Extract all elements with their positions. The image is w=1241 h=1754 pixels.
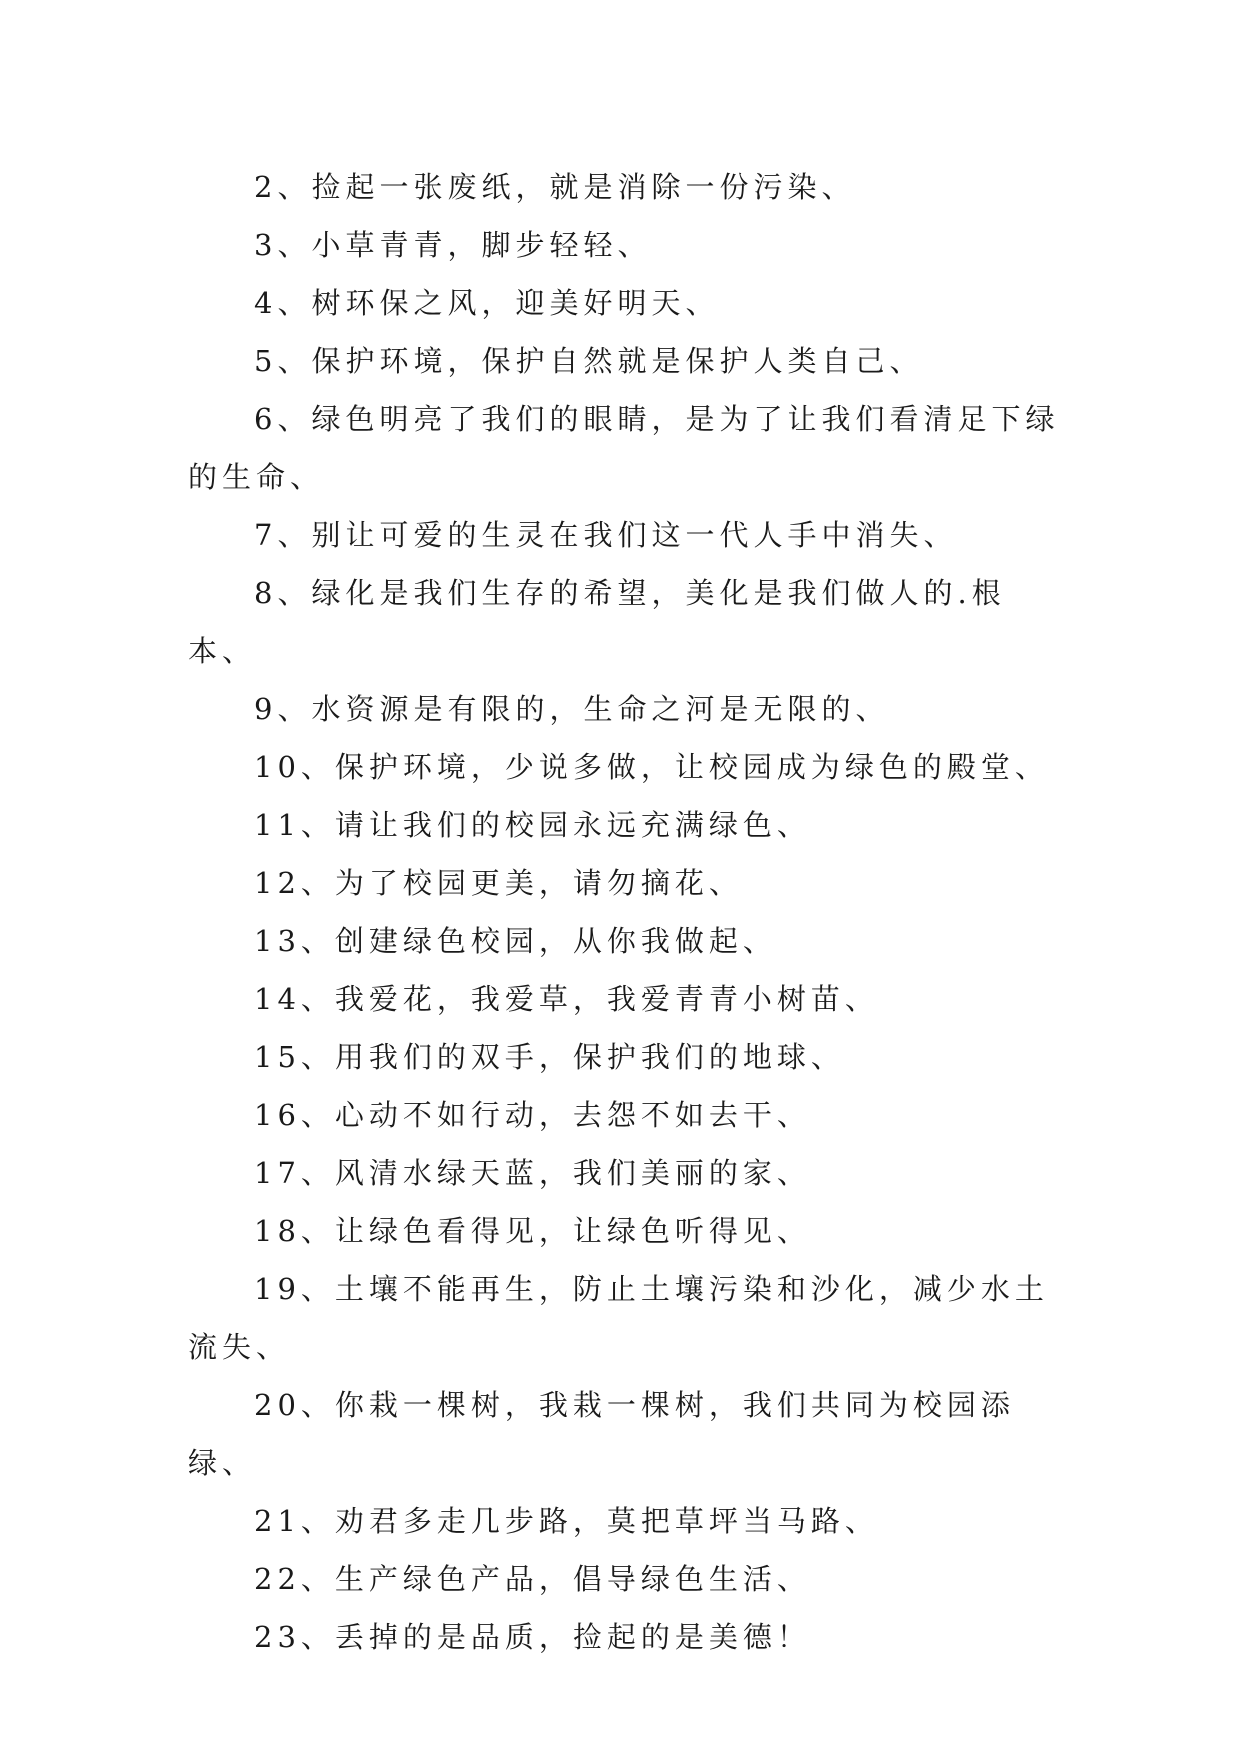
slogan-item-18: 18、让绿色看得见，让绿色听得见、 (254, 1214, 811, 1248)
slogan-item-20: 20、你栽一棵树，我栽一棵树，我们共同为校园添绿、 (188, 1388, 1015, 1480)
slogan-list (188, 158, 1068, 1666)
slogan-item-10: 10、保护环境，少说多做，让校园成为绿色的殿堂、 (254, 750, 1049, 784)
slogan-item-9: 9、水资源是有限的，生命之河是无限的、 (254, 692, 890, 726)
slogan-item-7: 7、别让可爱的生灵在我们这一代人手中消失、 (254, 518, 958, 552)
slogan-item-6: 6、绿色明亮了我们的眼睛，是为了让我们看清足下绿的生命、 (188, 402, 1060, 494)
slogan-item-22: 22、生产绿色产品，倡导绿色生活、 (254, 1562, 811, 1596)
slogan-item-17: 17、风清水绿天蓝，我们美丽的家、 (254, 1156, 811, 1190)
slogan-item-3: 3、小草青青，脚步轻轻、 (254, 228, 652, 262)
slogan-item-8: 8、绿化是我们生存的希望，美化是我们做人的.根本、 (188, 576, 1006, 668)
slogan-item-11: 11、请让我们的校园永远充满绿色、 (254, 808, 811, 842)
slogan-item-19: 19、土壤不能再生，防止土壤污染和沙化，减少水土流失、 (188, 1272, 1049, 1364)
slogan-item-13: 13、创建绿色校园，从你我做起、 (254, 924, 777, 958)
slogan-item-21: 21、劝君多走几步路，莫把草坪当马路、 (254, 1504, 879, 1538)
slogan-item-2: 2、捡起一张废纸，就是消除一份污染、 (254, 170, 856, 204)
slogan-item-23: 23、丢掉的是品质，捡起的是美德！ (254, 1620, 811, 1654)
slogan-item-15: 15、用我们的双手，保护我们的地球、 (254, 1040, 845, 1074)
slogan-item-14: 14、我爱花，我爱草，我爱青青小树苗、 (254, 982, 879, 1016)
slogan-item-16: 16、心动不如行动，去怨不如去干、 (254, 1098, 811, 1132)
slogan-item-12: 12、为了校园更美，请勿摘花、 (254, 866, 743, 900)
slogan-item-5: 5、保护环境，保护自然就是保护人类自己、 (254, 344, 924, 378)
slogan-item-4: 4、树环保之风，迎美好明天、 (254, 286, 720, 320)
